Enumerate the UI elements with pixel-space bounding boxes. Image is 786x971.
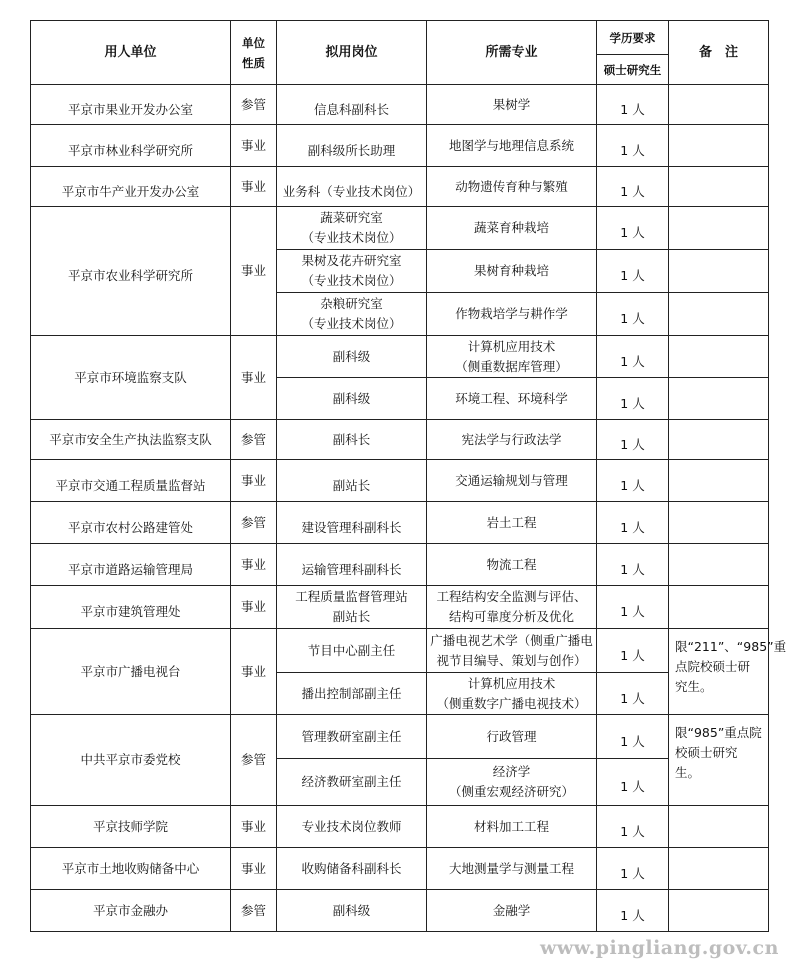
nature-cell: 事业 (231, 125, 277, 167)
remark-cell: 限“985”重点院校硕士研究生。 (669, 715, 769, 806)
post-cell: 运输管理科副科长 (277, 544, 427, 586)
count-cell: 1 人 (597, 715, 669, 759)
recruitment-table (30, 20, 786, 932)
table-row (31, 848, 769, 890)
post-cell: 收购储备科副科长 (277, 848, 427, 890)
post-cell-line: 杂粮研究室 (320, 296, 383, 311)
post-cell (277, 250, 427, 293)
major-cell-line: 视节目编导、策划与创作） (436, 652, 587, 668)
table-row (31, 586, 769, 629)
unit-cell: 中共平京市委党校 (31, 715, 231, 806)
post-cell-line: 果树及花卉研究室 (301, 253, 402, 268)
post-cell: 副科级 (277, 378, 427, 420)
nature-cell: 参管 (231, 715, 277, 806)
major-cell: 行政管理 (427, 715, 597, 759)
post-cell-line: 工程质量监督管理站 (295, 589, 408, 604)
unit-cell: 平京市林业科学研究所 (31, 125, 231, 167)
post-cell: 副站长 (277, 460, 427, 502)
remark-cell-empty (669, 336, 769, 378)
major-cell (427, 336, 597, 378)
unit-cell: 平京技师学院 (31, 806, 231, 848)
nature-cell: 事业 (231, 207, 277, 336)
unit-cell: 平京市金融办 (31, 890, 231, 932)
post-cell: 建设管理科副科长 (277, 502, 427, 544)
table-row (31, 890, 769, 932)
nature-cell: 事业 (231, 544, 277, 586)
major-cell: 宪法学与行政法学 (427, 420, 597, 460)
header-remark: 备 注 (669, 21, 769, 85)
header-unit: 用人单位 (31, 21, 231, 85)
remark-cell-empty (669, 250, 769, 293)
remark-cell-empty (669, 586, 769, 629)
nature-cell: 参管 (231, 502, 277, 544)
unit-cell: 平京市广播电视台 (31, 629, 231, 715)
table-row (31, 715, 769, 759)
unit-cell: 平京市安全生产执法监察支队 (31, 420, 231, 460)
count-cell: 1 人 (597, 544, 669, 586)
count-cell: 1 人 (597, 336, 669, 378)
major-cell-line: 广播电视艺术学（侧重广播电 (430, 632, 593, 648)
major-cell: 材料加工工程 (427, 806, 597, 848)
post-cell: 副科长 (277, 420, 427, 460)
post-cell: 播出控制部副主任 (277, 673, 427, 715)
remark-cell-empty (669, 502, 769, 544)
post-cell: 节目中心副主任 (277, 629, 427, 673)
nature-cell: 事业 (231, 586, 277, 629)
major-cell-line: （侧重宏观经济研究） (448, 784, 574, 799)
watermark: www.pingliang.gov.cn (540, 937, 779, 959)
count-cell: 1 人 (597, 420, 669, 460)
unit-cell: 平京市环境监察支队 (31, 336, 231, 420)
nature-cell: 参管 (231, 85, 277, 125)
post-cell: 信息科副科长 (277, 85, 427, 125)
nature-cell: 事业 (231, 460, 277, 502)
post-cell-line: （专业技术岗位） (301, 316, 402, 331)
post-cell-line: 副站长 (332, 609, 371, 624)
remark-cell-empty (669, 167, 769, 207)
header-row (31, 21, 769, 55)
post-cell-line: （专业技术岗位） (301, 230, 402, 245)
count-cell: 1 人 (597, 167, 669, 207)
post-cell: 管理教研室副主任 (277, 715, 427, 759)
major-cell: 果树育种栽培 (427, 250, 597, 293)
header-nature-line2: 性质 (242, 55, 265, 70)
remark-cell-empty (669, 848, 769, 890)
count-cell: 1 人 (597, 848, 669, 890)
post-cell (277, 293, 427, 336)
major-cell-line: 计算机应用技术 (467, 338, 556, 354)
count-cell: 1 人 (597, 629, 669, 673)
count-cell: 1 人 (597, 502, 669, 544)
unit-cell: 平京市果业开发办公室 (31, 85, 231, 125)
count-cell: 1 人 (597, 673, 669, 715)
major-cell: 环境工程、环境科学 (427, 378, 597, 420)
header-major: 所需专业 (427, 21, 597, 85)
post-cell-line: （专业技术岗位） (301, 273, 402, 288)
unit-cell: 平京市交通工程质量监督站 (31, 460, 231, 502)
table-row (31, 167, 769, 207)
header-nature (231, 21, 277, 85)
nature-cell: 事业 (231, 806, 277, 848)
unit-cell: 平京市建筑管理处 (31, 586, 231, 629)
post-cell (277, 207, 427, 250)
table-row (31, 629, 769, 673)
major-cell (427, 759, 597, 806)
major-cell (427, 673, 597, 715)
post-cell-line: 蔬菜研究室 (320, 210, 383, 225)
major-cell: 地图学与地理信息系统 (427, 125, 597, 167)
major-cell: 作物栽培学与耕作学 (427, 293, 597, 336)
remark-cell-empty (669, 125, 769, 167)
remark-cell-empty (669, 460, 769, 502)
table-row (31, 806, 769, 848)
major-cell-line: 计算机应用技术 (467, 675, 556, 691)
table-row (31, 336, 769, 378)
remark-cell-empty (669, 293, 769, 336)
major-cell: 大地测量学与测量工程 (427, 848, 597, 890)
remark-cell-empty (669, 420, 769, 460)
nature-cell: 事业 (231, 848, 277, 890)
unit-cell: 平京市土地收购储备中心 (31, 848, 231, 890)
count-cell: 1 人 (597, 890, 669, 932)
nature-cell: 事业 (231, 167, 277, 207)
count-cell: 1 人 (597, 460, 669, 502)
major-cell: 岩土工程 (427, 502, 597, 544)
post-cell: 副科级 (277, 890, 427, 932)
major-cell: 动物遗传育种与繁殖 (427, 167, 597, 207)
remark-cell-empty (669, 890, 769, 932)
post-cell: 经济教研室副主任 (277, 759, 427, 806)
post-cell: 专业技术岗位教师 (277, 806, 427, 848)
count-cell: 1 人 (597, 293, 669, 336)
header-nature-line1: 单位 (242, 35, 265, 50)
count-cell: 1 人 (597, 250, 669, 293)
header-post: 拟用岗位 (277, 21, 427, 85)
remark-cell-empty (669, 85, 769, 125)
remark-cell-empty (669, 207, 769, 250)
nature-cell: 事业 (231, 629, 277, 715)
table-row (31, 420, 769, 460)
table-row (31, 502, 769, 544)
major-cell: 金融学 (427, 890, 597, 932)
count-cell: 1 人 (597, 207, 669, 250)
count-cell: 1 人 (597, 378, 669, 420)
nature-cell: 参管 (231, 890, 277, 932)
header-master: 硕士研究生 (597, 55, 669, 85)
major-cell-line: （侧重数据库管理） (455, 358, 568, 374)
remark-cell-empty (669, 544, 769, 586)
major-cell-line: 结构可靠度分析及优化 (448, 609, 574, 624)
table-row (31, 125, 769, 167)
major-cell: 物流工程 (427, 544, 597, 586)
table-row (31, 207, 769, 250)
remark-cell-empty (669, 378, 769, 420)
post-cell: 业务科（专业技术岗位） (277, 167, 427, 207)
major-cell: 蔬菜育种栽培 (427, 207, 597, 250)
major-cell-line: 工程结构安全监测与评估、 (436, 589, 587, 604)
post-cell (277, 586, 427, 629)
major-cell (427, 586, 597, 629)
nature-cell: 事业 (231, 336, 277, 420)
remark-cell-empty (669, 806, 769, 848)
unit-cell: 平京市牛产业开发办公室 (31, 167, 231, 207)
nature-cell: 参管 (231, 420, 277, 460)
unit-cell: 平京市农村公路建管处 (31, 502, 231, 544)
post-cell: 副科级所长助理 (277, 125, 427, 167)
table-row (31, 460, 769, 502)
unit-cell: 平京市农业科学研究所 (31, 207, 231, 336)
header-education: 学历要求 (597, 21, 669, 55)
count-cell: 1 人 (597, 806, 669, 848)
count-cell: 1 人 (597, 586, 669, 629)
count-cell: 1 人 (597, 759, 669, 806)
count-cell: 1 人 (597, 125, 669, 167)
major-cell-line: （侧重数字广播电视技术） (436, 695, 587, 711)
major-cell-line: 经济学 (492, 764, 531, 779)
table-row (31, 85, 769, 125)
major-cell: 交通运输规划与管理 (427, 460, 597, 502)
major-cell (427, 629, 597, 673)
remark-cell: 限“211”、“985”重点院校硕士研究生。 (669, 629, 769, 715)
unit-cell: 平京市道路运输管理局 (31, 544, 231, 586)
count-cell: 1 人 (597, 85, 669, 125)
major-cell: 果树学 (427, 85, 597, 125)
table-row (31, 544, 769, 586)
post-cell: 副科级 (277, 336, 427, 378)
